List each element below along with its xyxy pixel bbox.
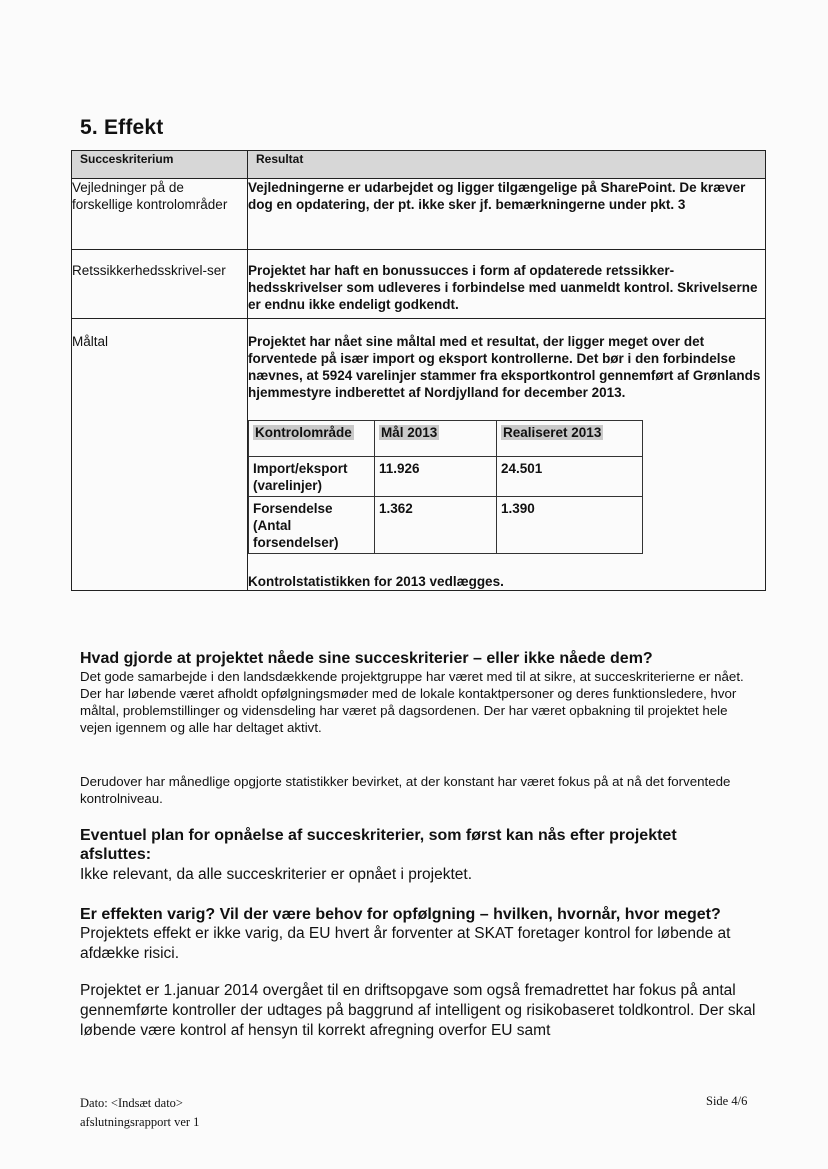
header-criterion: Succeskriterium (72, 151, 248, 179)
effect-table (71, 150, 766, 591)
table-row (72, 319, 766, 591)
paragraph: Derudover har månedlige opgjorte statistikker bevirket, at der konstant har været fokus på at nå det forventede kontrolniveau. (80, 774, 731, 806)
paragraph: Projektet er 1.januar 2014 overgået til en driftsopgave som også fremadrettet har fokus på antal gennemførte kontroller der udtages på baggrund af intelligent og risikobaseret toldkontrol. Der skal løbende være kontrol af hensyn til korrekt afregning overfor EU samt (80, 982, 756, 1039)
result-cell (248, 319, 766, 591)
goals-cell: 24.501 (497, 457, 643, 497)
question-heading: Eventuel plan for opnåelse af succeskriterier, som først kan nås efter projektet afsluttes: (80, 827, 677, 863)
goals-row (249, 457, 643, 497)
table-row (72, 250, 766, 319)
goals-cell: 11.926 (375, 457, 497, 497)
goals-header: Realiseret 2013 (497, 421, 643, 457)
criterion-cell: Vejledninger på de forskellige kontrolområder (72, 179, 248, 250)
goals-header: Kontrolområde (249, 421, 375, 457)
goals-table (248, 420, 643, 554)
question-heading: Er effekten varig? Vil der være behov for opfølgning – hvilken, hvornår, hvor meget? (80, 906, 721, 923)
result-cell: Vejledningerne er udarbejdet og ligger tilgængelige på SharePoint. De kræver dog en opdatering, der pt. ikke sker jf. bemærkningerne under pkt. 3 (248, 179, 766, 250)
paragraph: Det gode samarbejde i den landsdækkende projektgruppe har været med til at sikre, at succeskriterierne er nået. Der har løbende været afholdt opfølgningsmøder med de lokale kontaktpersoner og deres funktionsledere, hvor måltal, problemstillinger og vidensdeling har været på dagsordenen. Der har været opbakning til projektet hele vejen igennem og alle har deltaget aktivt. (80, 669, 744, 735)
goals-cell: Forsendelse (Antal forsendelser) (249, 497, 375, 554)
result-cell: Projektet har haft en bonussucces i form af opdaterede retssikker-hedsskrivelser som udleveres i forbindelse med uanmeldt kontrol. Skrivelserne er endnu ikke endeligt godkendt. (248, 250, 766, 319)
section-title: 5. Effekt (80, 116, 164, 139)
goals-cell: Import/eksport (varelinjer) (249, 457, 375, 497)
paragraph: Projektets effekt er ikke varig, da EU hvert år forventer at SKAT foretager kontrol for løbende at afdække risici. (80, 925, 731, 962)
header-result: Resultat (248, 151, 766, 179)
question-heading: Hvad gjorde at projektet nåede sine succeskriterier – eller ikke nåede dem? (80, 650, 653, 667)
footer-info (80, 1094, 199, 1132)
criterion-cell: Måltal (72, 319, 248, 591)
statistics-note: Kontrolstatistikken for 2013 vedlægges. (248, 574, 504, 589)
table-row (72, 179, 766, 250)
footer-date: Dato: <Indsæt dato> (80, 1096, 183, 1110)
page-number: Side 4/6 (706, 1094, 748, 1108)
goals-row (249, 497, 643, 554)
goals-header: Mål 2013 (375, 421, 497, 457)
goals-cell: 1.390 (497, 497, 643, 554)
criterion-cell: Retssikkerhedsskrivel-ser (72, 250, 248, 319)
footer-doc-name: afslutningsrapport ver 1 (80, 1115, 200, 1129)
goals-cell: 1.362 (375, 497, 497, 554)
result-text: Projektet har nået sine måltal med et resultat, der ligger meget over det forventede på især import og eksport kontrollerne. Det bør i den forbindelse nævnes, at 5924 varelinjer stammer fra eksportkontrol gennemført af Grønlands hjemmestyre indberettet af Nordjylland for december 2013. (248, 334, 761, 400)
paragraph: Ikke relevant, da alle succeskriterier er opnået i projektet. (80, 866, 472, 883)
